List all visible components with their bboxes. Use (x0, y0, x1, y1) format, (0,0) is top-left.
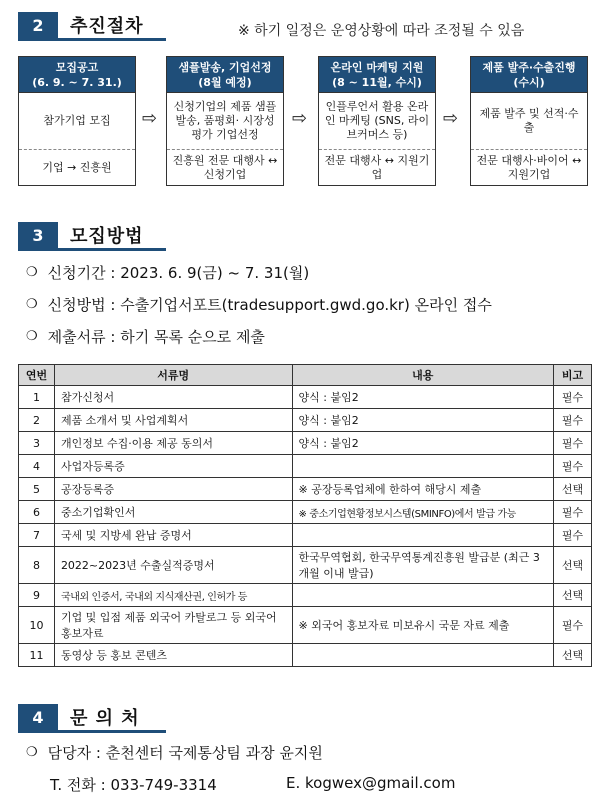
step-header (19, 57, 135, 93)
contact-person (26, 742, 323, 763)
schedule-note: ※ 하기 일정은 운영상황에 따라 조정될 수 있음 (238, 23, 525, 39)
step-description: 참가기업 모집 (43, 114, 111, 127)
document-detail (292, 455, 553, 478)
row-number: 8 (19, 547, 55, 584)
step-title: 제품 발주·수출진행 (482, 61, 576, 74)
step-period: (8 ~ 11월, 수시) (332, 76, 422, 89)
process-step-1 (18, 56, 136, 186)
step-actors: 전문 대행사·바이어 ↔ 지원기업 (471, 149, 587, 185)
step-description: 인플루언서 활용 온라인 마케팅 (SNS, 라이브커머스 등) (324, 100, 430, 141)
document-requirement: 선택 (554, 478, 592, 501)
document-name: 국세 및 지방세 완납 증명서 (54, 524, 292, 547)
circle-bullet-icon: ❍ (26, 745, 38, 760)
table-row (19, 432, 592, 455)
contact-email: E. kogwex@gmail.com (286, 774, 456, 792)
document-requirement: 필수 (554, 432, 592, 455)
step-actors: 전문 대행사 ↔ 지원기업 (319, 149, 435, 185)
document-requirement: 선택 (554, 644, 592, 667)
step-header (319, 57, 435, 93)
document-name: 기업 및 입점 제품 외국어 카탈로그 등 외국어 홍보자료 (54, 607, 292, 644)
step-header (471, 57, 587, 93)
section-number: 2 (18, 12, 58, 38)
bullet-application-period (26, 262, 309, 283)
table-row (19, 386, 592, 409)
table-row (19, 478, 592, 501)
arrow-right-icon: ⇨ (443, 108, 459, 129)
column-header: 내용 (292, 365, 553, 386)
table-row (19, 584, 592, 607)
row-number: 6 (19, 501, 55, 524)
section-number: 4 (18, 704, 58, 730)
document-detail: 한국무역협회, 한국무역통계진흥원 발급분 (최근 3개월 이내 발급) (292, 547, 553, 584)
arrow-right-icon: ⇨ (142, 108, 158, 129)
row-number: 9 (19, 584, 55, 607)
row-number: 1 (19, 386, 55, 409)
document-detail: 양식 : 붙임2 (292, 386, 553, 409)
document-requirement: 필수 (554, 409, 592, 432)
contact-person-text: 담당자 : 춘천센터 국제통상팀 과장 윤지원 (47, 744, 323, 762)
document-name: 개인정보 수집·이용 제공 동의서 (54, 432, 292, 455)
document-name: 중소기업확인서 (54, 501, 292, 524)
column-header: 서류명 (54, 365, 292, 386)
document-requirement: 선택 (554, 547, 592, 584)
table-row (19, 547, 592, 584)
step-actors: 진흥원 전문 대행사 ↔ 신청기업 (167, 149, 283, 185)
document-requirement: 필수 (554, 455, 592, 478)
document-name: 동영상 등 홍보 콘텐츠 (54, 644, 292, 667)
document-detail: ※ 중소기업현황정보시스템(SMINFO)에서 발급 가능 (292, 501, 553, 524)
column-header: 연번 (19, 365, 55, 386)
document-requirement: 필수 (554, 607, 592, 644)
step-header (167, 57, 283, 93)
table-row (19, 607, 592, 644)
column-header: 비고 (554, 365, 592, 386)
step-description: 제품 발주 및 선적·수출 (479, 107, 579, 134)
section-4-header (18, 704, 140, 730)
section-underline (18, 248, 166, 251)
step-period: (6. 9. ~ 7. 31.) (32, 76, 122, 89)
process-step-2 (166, 56, 284, 186)
section-number: 3 (18, 222, 58, 248)
document-requirement: 선택 (554, 584, 592, 607)
section-3-header (18, 222, 144, 248)
step-period: (수시) (513, 76, 545, 89)
section-title: 문 의 처 (70, 708, 140, 729)
section-title: 추진절차 (70, 16, 144, 37)
document-detail: 양식 : 붙임2 (292, 432, 553, 455)
document-detail (292, 524, 553, 547)
table-row (19, 455, 592, 478)
row-number: 7 (19, 524, 55, 547)
section-underline (18, 730, 166, 733)
row-number: 5 (19, 478, 55, 501)
document-requirement: 필수 (554, 524, 592, 547)
bullet-text: 신청방법 : 수출기업서포트(tradesupport.gwd.go.kr) 온라인 접수 (47, 296, 492, 314)
row-number: 11 (19, 644, 55, 667)
step-actors: 기업 → 진흥원 (19, 149, 135, 185)
step-description: 신청기업의 제품 샘플 발송, 품평회· 시장성 평가 기업선정 (173, 100, 277, 141)
circle-bullet-icon: ❍ (26, 297, 38, 312)
section-2-header (18, 12, 144, 38)
arrow-right-icon: ⇨ (292, 108, 308, 129)
process-step-3 (318, 56, 436, 186)
circle-bullet-icon: ❍ (26, 265, 38, 280)
document-detail: ※ 외국어 홍보자료 미보유시 국문 자료 제출 (292, 607, 553, 644)
document-name: 국내외 인증서, 국내외 지식재산권, 인허가 등 (54, 584, 292, 607)
process-step-4 (470, 56, 588, 186)
bullet-text: 신청기간 : 2023. 6. 9(금) ~ 7. 31(월) (47, 264, 310, 282)
table-row (19, 501, 592, 524)
row-number: 4 (19, 455, 55, 478)
required-documents-table (18, 364, 592, 667)
document-requirement: 필수 (554, 501, 592, 524)
document-name: 사업자등록증 (54, 455, 292, 478)
document-detail (292, 584, 553, 607)
document-name: 참가신청서 (54, 386, 292, 409)
step-title: 샘플발송, 기업선정 (178, 61, 272, 74)
row-number: 2 (19, 409, 55, 432)
contact-phone: T. 전화 : 033-749-3314 (50, 776, 217, 794)
document-detail: ※ 공장등록업체에 한하여 해당시 제출 (292, 478, 553, 501)
bullet-application-method (26, 294, 492, 315)
document-requirement: 필수 (554, 386, 592, 409)
circle-bullet-icon: ❍ (26, 329, 38, 344)
document-name: 2022~2023년 수출실적증명서 (54, 547, 292, 584)
table-row (19, 524, 592, 547)
step-period: (8월 예정) (198, 76, 252, 89)
document-detail: 양식 : 붙임2 (292, 409, 553, 432)
bullet-text: 제출서류 : 하기 목록 순으로 제출 (47, 328, 265, 346)
table-row (19, 644, 592, 667)
step-title: 모집공고 (55, 61, 99, 74)
document-name: 제품 소개서 및 사업계획서 (54, 409, 292, 432)
section-underline (18, 38, 166, 41)
document-detail (292, 644, 553, 667)
table-header-row (19, 365, 592, 386)
row-number: 3 (19, 432, 55, 455)
section-title: 모집방법 (70, 226, 144, 247)
row-number: 10 (19, 607, 55, 644)
step-title: 온라인 마케팅 지원 (330, 61, 424, 74)
table-row (19, 409, 592, 432)
bullet-documents (26, 326, 265, 347)
document-name: 공장등록증 (54, 478, 292, 501)
